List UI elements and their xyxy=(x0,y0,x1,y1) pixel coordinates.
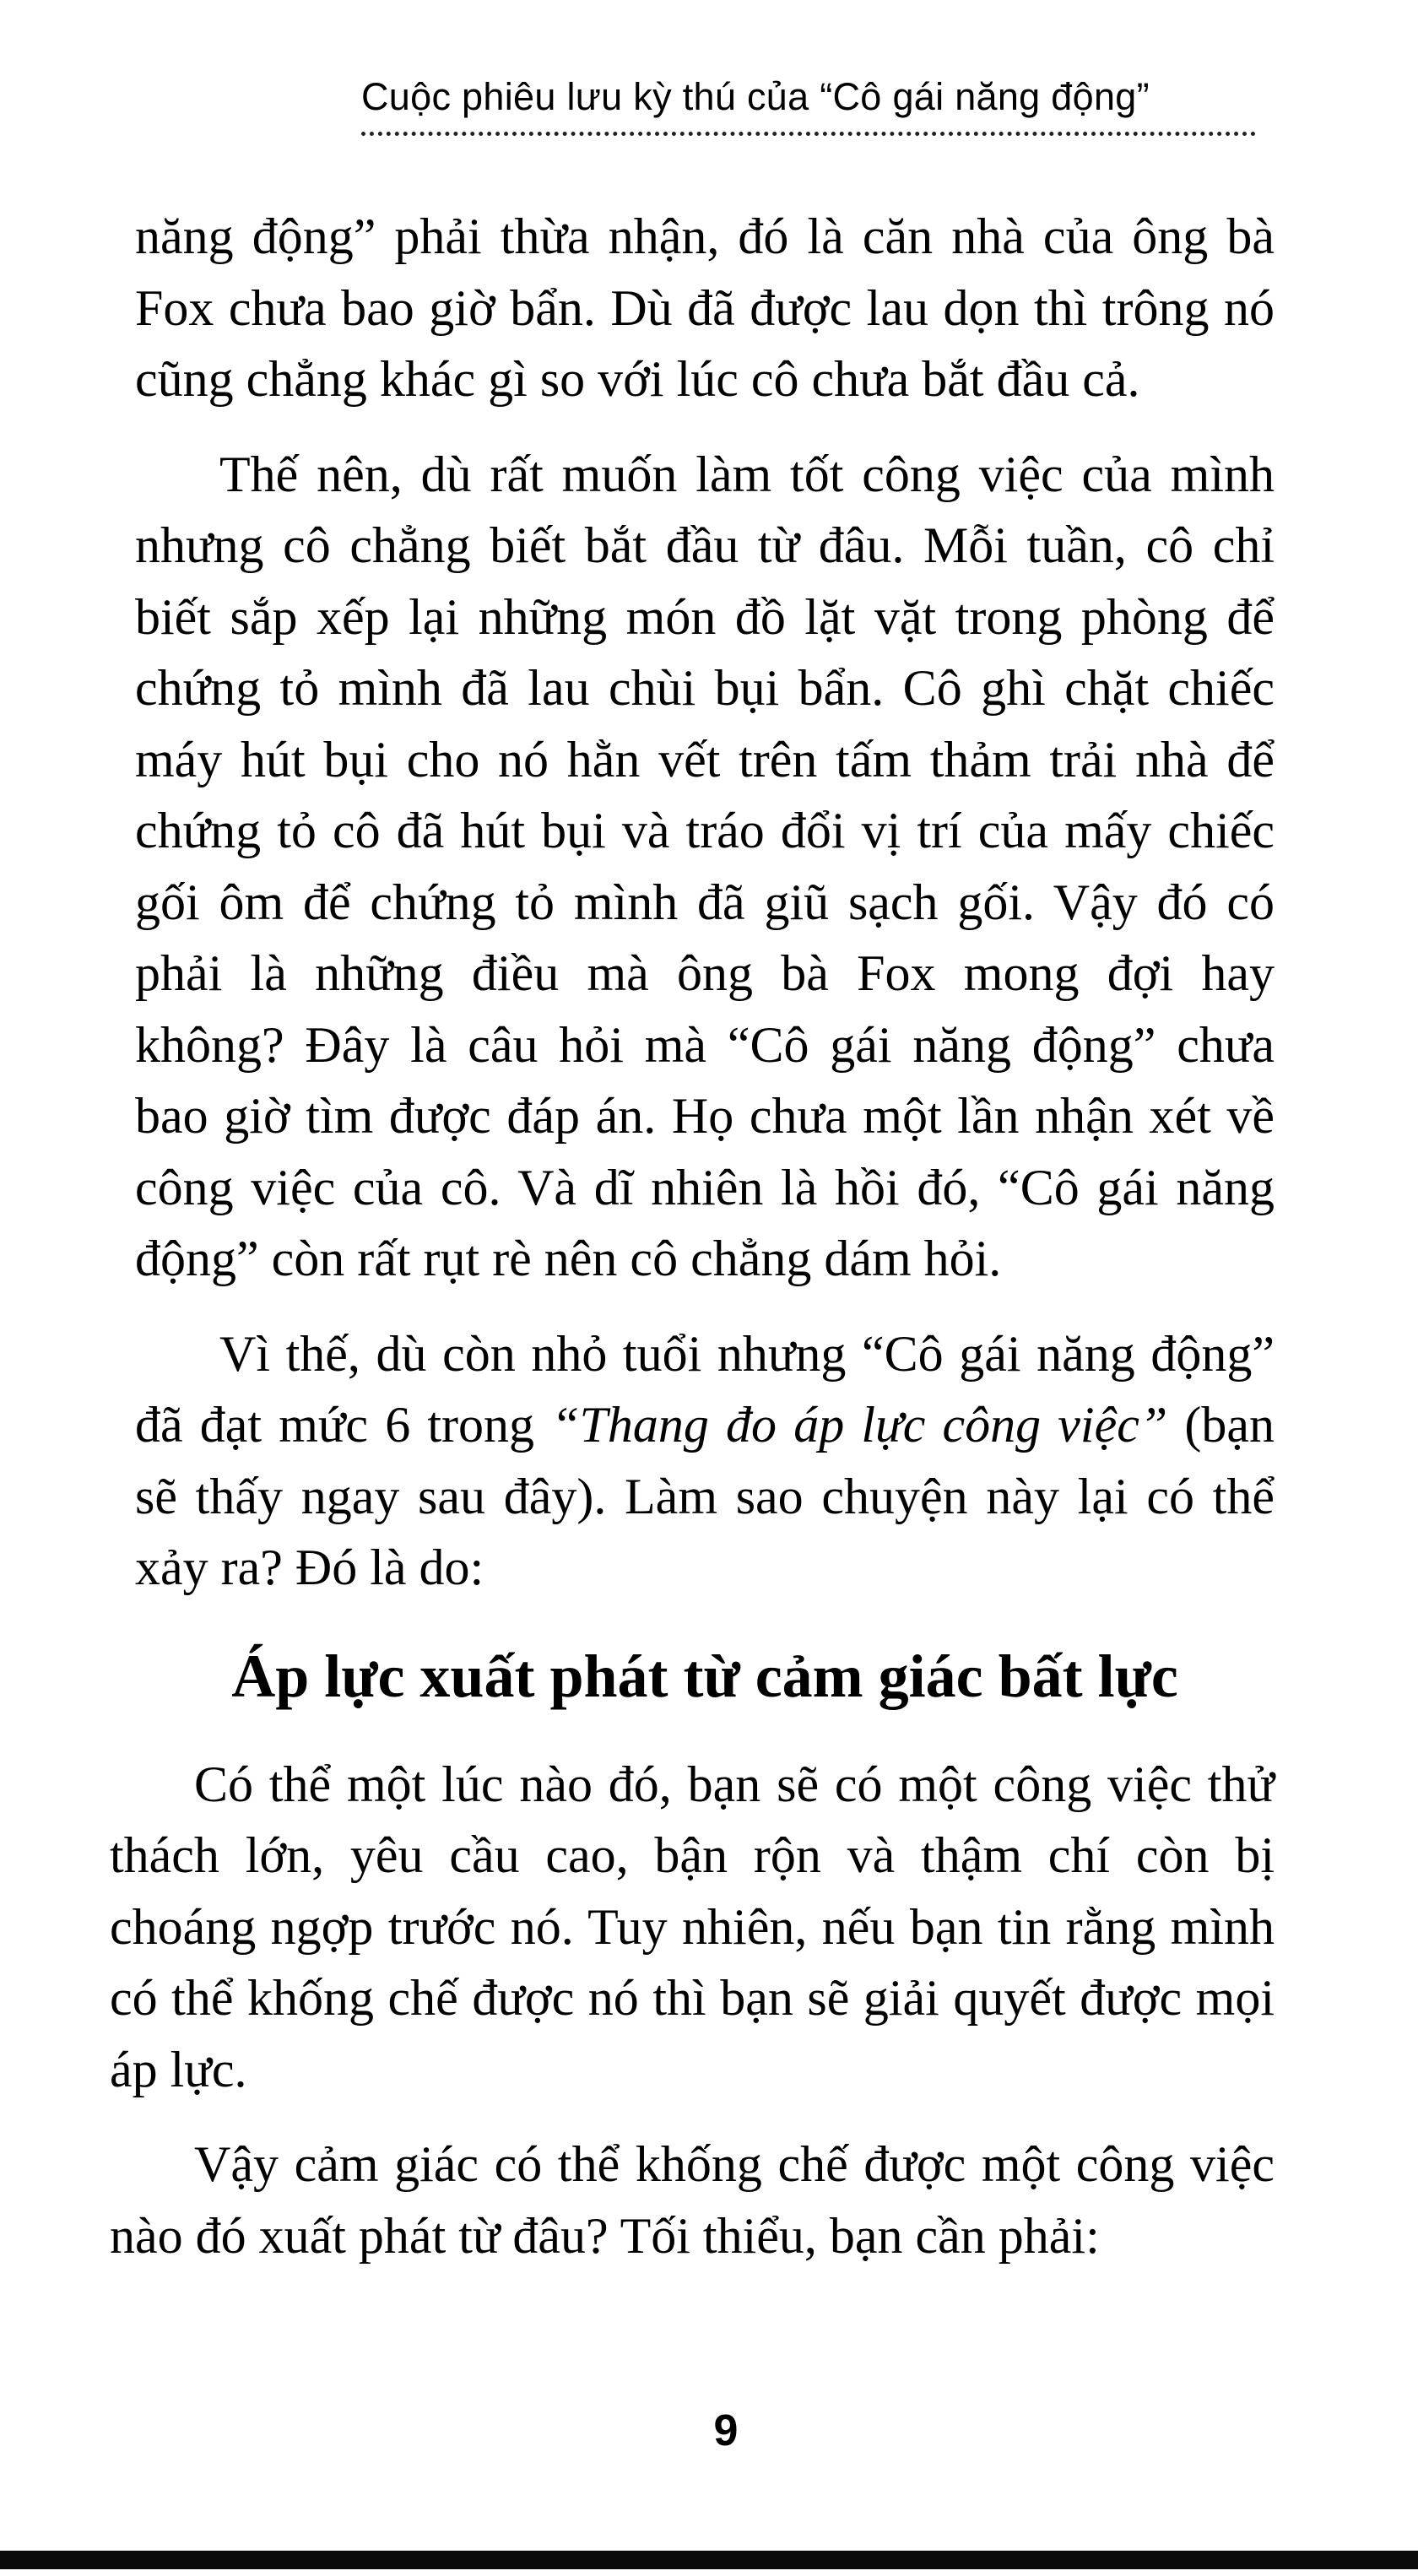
section-heading: Áp lực xuất phát từ cảm giác bất lực xyxy=(231,1642,1178,1710)
page-number: 9 xyxy=(713,2406,739,2455)
header-dotted-rule xyxy=(361,132,1256,136)
paragraph-3 xyxy=(110,1318,1275,1604)
paragraph-1: năng động” phải thừa nhận, đó là căn nhà của ông bà Fox chưa bao giờ bẩn. Dù đã được lau dọn thì trông nó cũng chẳng khác gì so với lúc cô chưa bắt đầu cả. xyxy=(135,208,1275,407)
paragraph-3-end: (bạn sẽ thấy ngay sau đây). Làm sao chuyện này lại có thể xảy ra? Đó là do: xyxy=(135,1397,1275,1595)
bottom-edge-bar xyxy=(0,2551,1418,2569)
paragraph-3-italic-term: “Thang đo áp lực công việc” xyxy=(551,1397,1168,1453)
paragraph-2: Thế nên, dù rất muốn làm tốt công việc của mình nhưng cô chẳng biết bắt đầu từ đâu. Mỗi tuần, cô chỉ biết sắp xếp lại những món đồ lặt vặt trong phòng để chứng tỏ mình đã lau chùi bụi bẩn. Cô ghì chặt chiếc máy hút bụi cho nó hằn vết trên tấm thảm trải nhà để chứng tỏ cô đã hút bụi và tráo đổi vị trí của mấy chiếc gối ôm để chứng tỏ mình đã giũ sạch gối. Vậy đó có phải là những điều mà ông bà Fox mong đợi hay không? Đây là câu hỏi mà “Cô gái năng động” chưa bao giờ tìm được đáp án. Họ chưa một lần nhận xét về công việc của cô. Và dĩ nhiên là hồi đó, “Cô gái năng động” còn rất rụt rè nên cô chẳng dám hỏi. xyxy=(135,446,1275,1286)
body-text xyxy=(110,201,1275,2295)
running-header: Cuộc phiêu lưu kỳ thú của “Cô gái năng động” xyxy=(361,75,1150,118)
paragraph-4: Có thể một lúc nào đó, bạn sẽ có một công việc thử thách lớn, yêu cầu cao, bận rộn và thậm chí còn bị choáng ngợp trước nó. Tuy nhiên, nếu bạn tin rằng mình có thể khống chế được nó thì bạn sẽ giải quyết được mọi áp lực. xyxy=(110,1756,1275,2097)
paragraph-3-start: Vì thế, dù còn nhỏ tuổi nhưng “Cô gái năng động” đã đạt mức 6 trong xyxy=(135,1325,1275,1453)
paragraph-5: Vậy cảm giác có thể khống chế được một công việc nào đó xuất phát từ đâu? Tối thiểu, bạn cần phải: xyxy=(110,2136,1275,2264)
